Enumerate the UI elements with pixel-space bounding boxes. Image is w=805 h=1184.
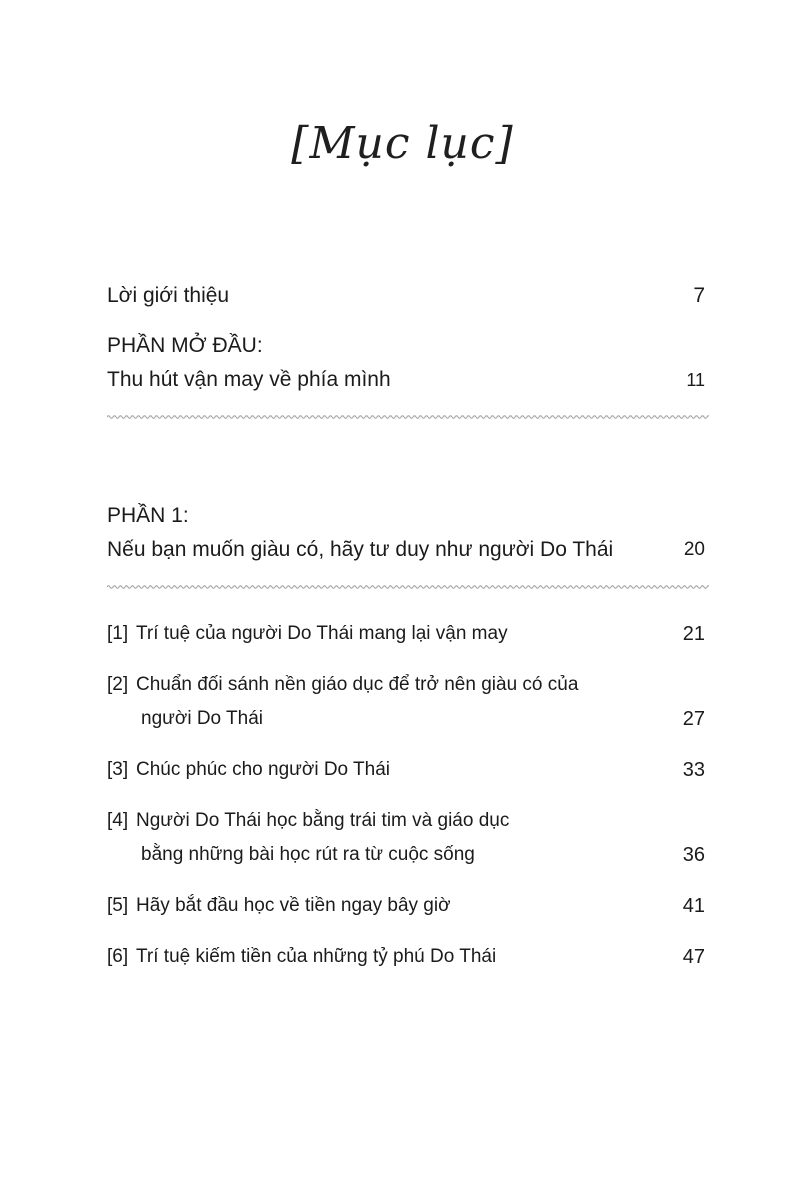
toc-entry-label: Thu hút vận may về phía mình [107,368,391,391]
chapter-title-line-2: người Do Thái [141,708,263,729]
chapter-page-number: 36 [682,844,705,866]
chapter-number: [4] [107,810,129,831]
toc-entry-label: Lời giới thiệu [107,284,230,307]
toc-page-number: 7 [693,284,705,307]
toc-page-number: 20 [683,539,705,560]
wavy-divider [107,583,709,591]
part-heading-text: PHẦN MỞ ĐẦU: [107,334,263,357]
chapter-title-line-1: Người Do Thái học bằng trái tim và giáo dục [136,810,510,831]
chapter-page-number: 41 [682,895,705,917]
toc-entry-label: Nếu bạn muốn giàu có, hãy tư duy như người Do Thái [107,538,614,561]
chapter-number: [6] [107,946,129,967]
chapter-number: [5] [107,895,129,916]
chapter-title-line-1: Chúc phúc cho người Do Thái [136,759,391,780]
toc-page-number: 11 [686,370,705,390]
chapter-title-line-1: Chuẩn đối sánh nền giáo dục để trở nên giàu có của [136,674,579,695]
chapter-page-number: 47 [682,946,705,968]
part-heading-text: PHẦN 1: [107,504,189,527]
chapter-number: [1] [107,623,129,644]
chapter-title-line-2: bằng những bài học rút ra từ cuộc sống [141,844,475,865]
wavy-divider [107,413,709,421]
chapter-number: [2] [107,674,129,695]
chapter-page-number: 33 [682,759,705,781]
chapter-title-line-1: Trí tuệ kiếm tiền của những tỷ phú Do Thái [136,946,497,967]
page-title: [Mục lục] [291,118,514,169]
chapter-page-number: 27 [682,708,705,730]
chapter-page-number: 21 [682,623,705,645]
chapter-title-line-1: Hãy bắt đầu học về tiền ngay bây giờ [136,895,451,916]
chapter-title-line-1: Trí tuệ của người Do Thái mang lại vận may [136,623,508,644]
chapter-number: [3] [107,759,129,780]
